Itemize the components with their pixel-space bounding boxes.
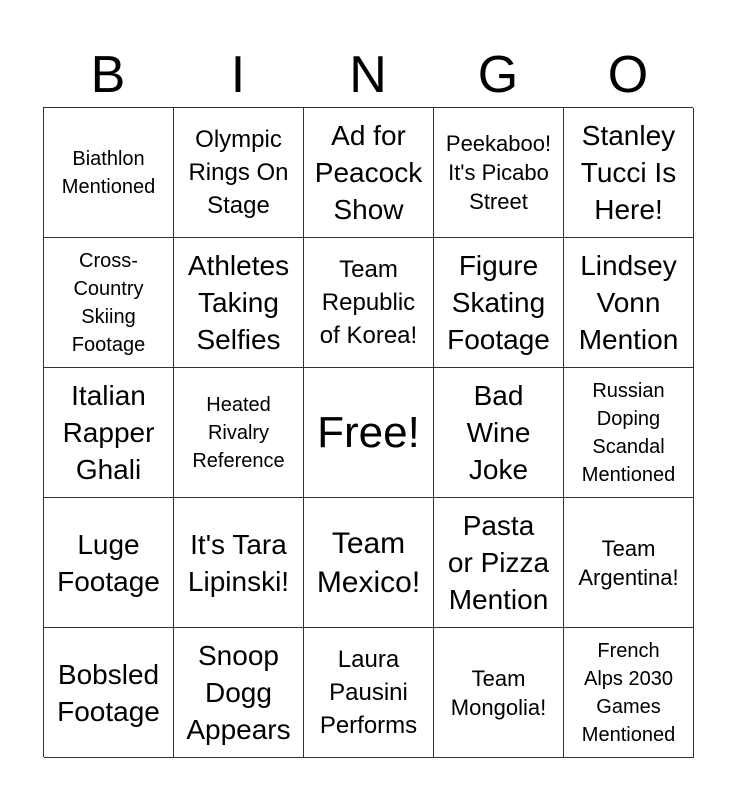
bingo-cell[interactable]: Peekaboo! It's Picabo Street (434, 108, 564, 238)
bingo-cell[interactable]: French Alps 2030 Games Mentioned (564, 628, 694, 758)
bingo-cell[interactable]: Russian Doping Scandal Mentioned (564, 368, 694, 498)
bingo-cell[interactable]: Luge Footage (44, 498, 174, 628)
bingo-cell[interactable]: Stanley Tucci Is Here! (564, 108, 694, 238)
bingo-cell[interactable]: Olympic Rings On Stage (174, 108, 304, 238)
bingo-cell[interactable]: Athletes Taking Selfies (174, 238, 304, 368)
bingo-cell[interactable]: Team Mongolia! (434, 628, 564, 758)
bingo-cell[interactable]: Figure Skating Footage (434, 238, 564, 368)
header-letter-n: N (349, 46, 387, 104)
header-letter-b: B (90, 46, 126, 104)
bingo-cell[interactable]: Laura Pausini Performs (304, 628, 434, 758)
bingo-grid (43, 107, 693, 757)
bingo-cell[interactable]: It's Tara Lipinski! (174, 498, 304, 628)
bingo-cell[interactable]: Italian Rapper Ghali (44, 368, 174, 498)
bingo-cell[interactable]: Team Republic of Korea! (304, 238, 434, 368)
bingo-cell[interactable]: Bad Wine Joke (434, 368, 564, 498)
bingo-cell[interactable]: Bobsled Footage (44, 628, 174, 758)
bingo-cell[interactable]: Snoop Dogg Appears (174, 628, 304, 758)
bingo-cell[interactable]: Lindsey Vonn Mention (564, 238, 694, 368)
bingo-cell[interactable]: Cross- Country Skiing Footage (44, 238, 174, 368)
bingo-cell[interactable]: Heated Rivalry Reference (174, 368, 304, 498)
header-letter-i: I (230, 46, 246, 104)
free-space-cell[interactable]: Free! (304, 368, 434, 498)
bingo-cell[interactable]: Team Argentina! (564, 498, 694, 628)
bingo-cell[interactable]: Biathlon Mentioned (44, 108, 174, 238)
header-letter-o: O (607, 46, 649, 104)
bingo-cell[interactable]: Pasta or Pizza Mention (434, 498, 564, 628)
bingo-cell[interactable]: Team Mexico! (304, 498, 434, 628)
header-letter-g: G (477, 46, 519, 104)
bingo-header (43, 44, 693, 106)
bingo-cell[interactable]: Ad for Peacock Show (304, 108, 434, 238)
